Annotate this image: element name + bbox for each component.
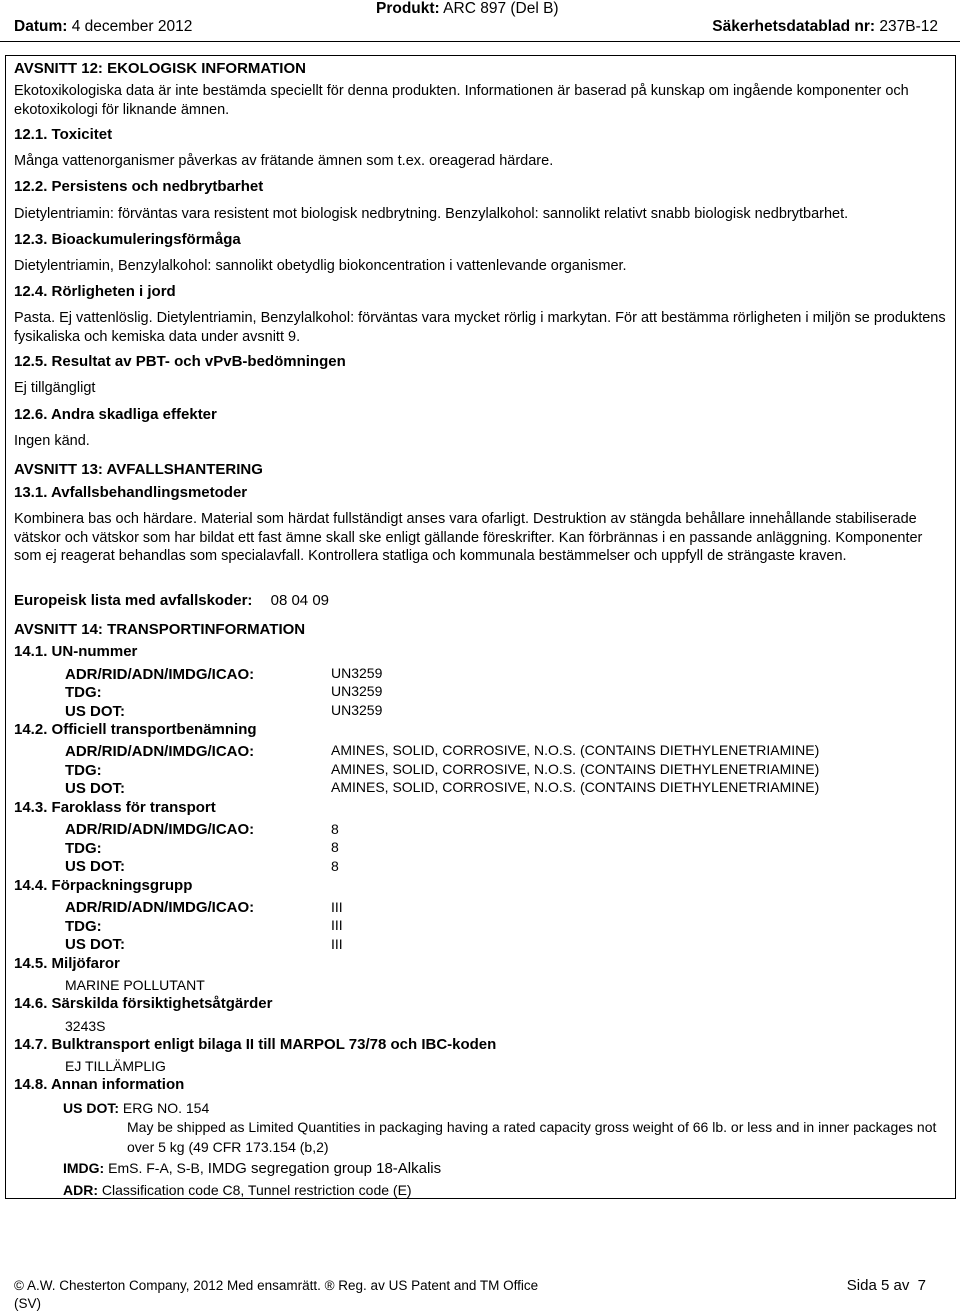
waste-code-row [14,592,329,610]
text-14-7: EJ TILLÄMPLIG [65,1058,166,1074]
heading-13-1: 13.1. Avfallsbehandlingsmetoder [14,484,248,501]
footer-lang: (SV) [14,1296,41,1311]
header-divider [0,41,960,42]
text-14-5: MARINE POLLUTANT [65,977,205,993]
product-value: ARC 897 (Del B) [443,0,559,17]
name-adr: AMINES, SOLID, CORROSIVE, N.O.S. (CONTAINS DIETHYLENETRIAMINE) [331,742,820,758]
text-12-6: Ingen känd. [14,433,90,449]
text-12-2: Dietylentriamin: förväntas vara resistent mot biologisk nedbrytning. Benzylalkohol: sannolikt relativt snabb biologisk nedbrytbarhet. [14,206,849,222]
label-usdot-14-4: US DOT: [65,936,125,953]
un-usdot: UN3259 [331,702,383,718]
imdg-ems: EmS. F-A, S-B, [108,1160,204,1176]
text-12-5: Ej tillgängligt [14,380,96,396]
name-tdg: AMINES, SOLID, CORROSIVE, N.O.S. (CONTAINS DIETHYLENETRIAMINE) [331,761,820,777]
label-usdot-14-3: US DOT: [65,858,125,875]
text-12-4: Pasta. Ej vattenlöslig. Dietylentriamin, Benzylalkohol: förväntas vara mycket rörlig i markytan. För att bestämma rörligheten i miljön se produktens fysikaliska och kemiska data under avsnitt 9. [14,310,946,345]
imdg-segregation: IMDG segregation group 18-Alkalis [207,1160,442,1177]
heading-14-1: 14.1. UN-nummer [14,643,138,660]
label-adr-14-3: ADR/RID/ADN/IMDG/ICAO: [65,821,255,838]
label-tdg-14-4: TDG: [65,918,102,935]
label-adr-14-1: ADR/RID/ADN/IMDG/ICAO: [65,666,255,683]
heading-14-4: 14.4. Förpackningsgrupp [14,877,193,894]
date-label: Datum: [14,18,68,35]
footer-page-number: Sida 5 av 7 [846,1277,926,1294]
class-adr: 8 [331,821,339,837]
imdg-label: IMDG: [63,1160,105,1176]
header-sds [712,18,938,36]
class-usdot: 8 [331,858,339,874]
header-product [376,0,559,18]
pg-usdot: III [331,936,343,952]
label-adr-14-4: ADR/RID/ADN/IMDG/ICAO: [65,899,255,916]
waste-code-value: 08 04 09 [270,592,329,609]
heading-14-7: 14.7. Bulktransport enligt bilaga II till MARPOL 73/78 och IBC-koden [14,1036,497,1053]
heading-14-8: 14.8. Annan information [14,1076,185,1093]
heading-12-1: 12.1. Toxicitet [14,126,113,143]
text-12-1: Många vattenorganismer påverkas av frätande ämnen som t.ex. oreagerad härdare. [14,153,554,169]
un-tdg: UN3259 [331,683,383,699]
pg-tdg: III [331,917,343,933]
section-13-title: AVSNITT 13: AVFALLSHANTERING [14,461,263,478]
label-usdot-14-1: US DOT: [65,703,125,720]
header-date [14,18,192,36]
label-tdg-14-2: TDG: [65,762,102,779]
heading-12-5: 12.5. Resultat av PBT- och vPvB-bedömningen [14,353,346,370]
adr-row [63,1181,412,1199]
footer-copyright: © A.W. Chesterton Company, 2012 Med ensamrätt. ® Reg. av US Patent and TM Office [14,1278,539,1293]
usdot-note: May be shipped as Limited Quantities in packaging having a rated capacity gross weight of 66 lb. or less and in inner packages not over 5 kg (49 CFR 173.154 (b,2) [127,1119,937,1155]
sds-label: Säkerhetsdatablad nr: [712,18,876,35]
text-12-3: Dietylentriamin, Benzylalkohol: sannolikt obetydlig biokoncentration i vattenlevande organismer. [14,258,627,274]
adr-text: Classification code C8, Tunnel restriction code (E) [101,1182,412,1198]
product-label: Produkt: [376,0,440,17]
sds-value: 237B-12 [879,18,938,35]
heading-12-2: 12.2. Persistens och nedbrytbarhet [14,178,264,195]
name-usdot: AMINES, SOLID, CORROSIVE, N.O.S. (CONTAINS DIETHYLENETRIAMINE) [331,779,820,795]
waste-code-label: Europeisk lista med avfallskoder: [14,592,253,609]
label-tdg-14-1: TDG: [65,684,102,701]
heading-14-3: 14.3. Faroklass för transport [14,799,216,816]
date-value: 4 december 2012 [71,18,193,35]
imdg-row [63,1159,441,1178]
heading-14-2: 14.2. Officiell transportbenämning [14,721,257,738]
usdot-erg: ERG NO. 154 [122,1100,210,1116]
label-adr-14-2: ADR/RID/ADN/IMDG/ICAO: [65,743,255,760]
heading-12-4: 12.4. Rörligheten i jord [14,283,176,300]
class-tdg: 8 [331,839,339,855]
text-14-6: 3243S [65,1018,106,1034]
label-tdg-14-3: TDG: [65,840,102,857]
text-13-1: Kombinera bas och härdare. Material som härdat fullständigt anses vara ofarligt. Destruktion av stängda behållare innehållande stabiliserade vätskor och vätskor som har bildat ett fast ämne skall ske enligt gällande föreskrifter. Kan förbrännas i en passande anläggning. Komponenter som ej reagerat behandlas som specialavfall. Kontrollera statliga och kommunala bestämmelser och uppfyll de strängaste kraven. [14,511,923,564]
section-12-title: AVSNITT 12: EKOLOGISK INFORMATION [14,60,306,77]
un-adr: UN3259 [331,665,383,681]
heading-12-3: 12.3. Bioackumuleringsförmåga [14,231,241,248]
section-12-intro: Ekotoxikologiska data är inte bestämda speciellt för denna produkten. Informationen är baserad på kunskap om ingående komponenter och ekotoxikologi för liknande ämnen. [14,83,909,118]
usdot-label: US DOT: [63,1100,119,1116]
section-14-title: AVSNITT 14: TRANSPORTINFORMATION [14,621,306,638]
pg-adr: III [331,899,343,915]
adr-label: ADR: [63,1182,98,1198]
heading-12-6: 12.6. Andra skadliga effekter [14,406,217,423]
label-usdot-14-2: US DOT: [65,780,125,797]
usdot-erg-row [63,1099,209,1117]
heading-14-6: 14.6. Särskilda försiktighetsåtgärder [14,995,273,1012]
heading-14-5: 14.5. Miljöfaror [14,955,120,972]
